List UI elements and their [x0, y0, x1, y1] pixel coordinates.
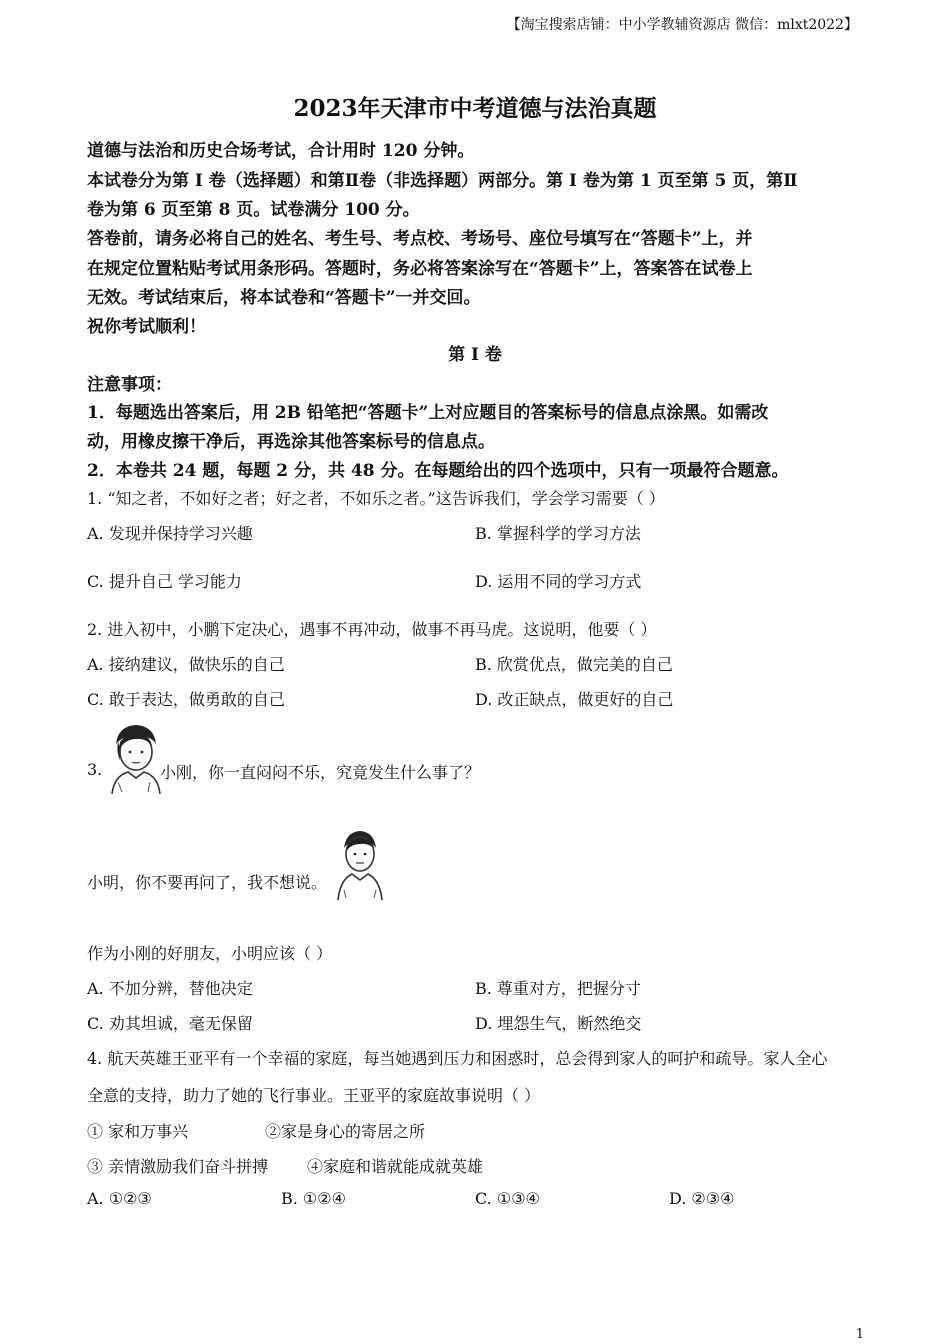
page-title: 2023年天津市中考道德与法治真题	[293, 95, 657, 122]
notes-title: 注意事项：	[87, 375, 172, 395]
question-4-option-a: A. ①②③	[87, 1189, 152, 1208]
note-line: 2．本卷共 24 题，每题 2 分，共 48 分。在每题给出的四个选项中，只有一项最符合题意。	[87, 461, 789, 481]
question-4-option-b: B. ①②④	[281, 1189, 346, 1208]
question-3-option-c: C. 劝其坦诚，毫无保留	[87, 1014, 253, 1033]
intro-line: 祝你考试顺利！	[87, 317, 206, 337]
question-2-option-b: B. 欣赏优点，做完美的自己	[475, 655, 673, 674]
question-3-option-d: D. 埋怨生气，断然绝交	[475, 1014, 642, 1033]
question-4-statement-1: ① 家和万事兴	[87, 1122, 189, 1141]
question-2-option-a: A. 接纳建议，做快乐的自己	[87, 655, 285, 674]
question-4-stem-line1: 4. 航天英雄王亚平有一个幸福的家庭，每当她遇到压力和困惑时，总会得到家人的呵护和疏导。家人全心	[87, 1049, 828, 1068]
note-line: 动，用橡皮擦干净后，再选涂其他答案标号的信息点。	[87, 432, 495, 452]
intro-line: 道德与法治和历史合场考试，合计用时 120 分钟。	[87, 141, 475, 161]
intro-line: 卷为第 6 页至第 8 页。试卷满分 100 分。	[87, 200, 420, 220]
question-1-stem: 1. “知之者，不如好之者；好之者，不如乐之者。”这告诉我们，学会学习需要（ ）	[87, 489, 665, 508]
question-2-option-d: D. 改正缺点，做更好的自己	[475, 690, 674, 709]
question-1-option-c: C. 提升自己 学习能力	[87, 572, 242, 591]
question-4-option-c: C. ①③④	[475, 1189, 540, 1208]
page-number: 1	[855, 1327, 864, 1342]
question-4-statement-3: ③ 亲情激励我们奋斗拼搏	[87, 1157, 269, 1176]
question-3-number: 3.	[87, 760, 103, 779]
question-2-option-c: C. 敢于表达，做勇敢的自己	[87, 690, 285, 709]
intro-line: 答卷前，请务必将自己的姓名、考生号、考点校、考场号、座位号填写在“答题卡”上，并	[87, 229, 753, 249]
question-4-statement-4: ④家庭和谐就能成就英雄	[307, 1157, 484, 1176]
question-3-option-a: A. 不加分辨，替他决定	[87, 979, 253, 998]
intro-line: 无效。考试结束后，将本试卷和“答题卡”一并交回。	[87, 288, 481, 308]
question-3-stem: 作为小刚的好朋友，小明应该（ ）	[87, 944, 333, 963]
question-2-stem: 2. 进入初中，小鹏下定决心，遇事不再冲动，做事不再马虎。这说明，他要（ ）	[87, 620, 657, 639]
speech-bubble-1: 小刚，你一直闷闷不乐，究竟发生什么事了？	[160, 763, 481, 782]
question-3-option-b: B. 尊重对方，把握分寸	[475, 979, 641, 998]
section-title: 第 I 卷	[448, 345, 502, 365]
question-1-option-d: D. 运用不同的学习方式	[475, 572, 642, 591]
boy-illustration-2-icon	[334, 828, 386, 900]
intro-line: 本试卷分为第 I 卷（选择题）和第Ⅱ卷（非选择题）两部分。第 I 卷为第 1 页至第 5 页，第Ⅱ	[87, 171, 798, 191]
question-4-stem-line2: 全意的支持，助力了她的飞行事业。王亚平的家庭故事说明（ ）	[87, 1086, 541, 1105]
question-1-option-b: B. 掌握科学的学习方法	[475, 524, 641, 543]
question-4-option-d: D. ②③④	[669, 1189, 735, 1208]
intro-line: 在规定位置粘贴考试用条形码。答题时，务必将答案涂写在“答题卡”上，答案答在试卷上	[87, 259, 753, 279]
note-line: 1．每题选出答案后，用 2B 铅笔把“答题卡”上对应题目的答案标号的信息点涂黑。如需改	[87, 403, 769, 423]
header-note: 【淘宝搜索店铺：中小学教辅资源店 微信：mlxt2022】	[506, 17, 858, 33]
question-4-statement-2: ②家是身心的寄居之所	[265, 1122, 426, 1141]
boy-illustration-1-icon	[106, 722, 164, 794]
question-1-option-a: A. 发现并保持学习兴趣	[87, 524, 253, 543]
speech-bubble-2: 小明，你不要再问了，我不想说。	[87, 873, 328, 892]
